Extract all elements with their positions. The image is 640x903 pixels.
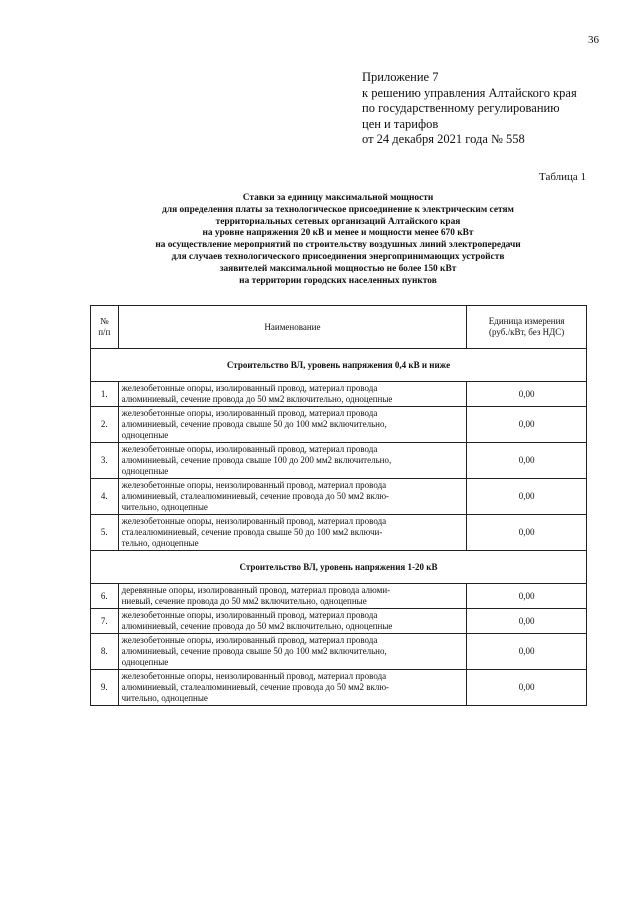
table-row — [91, 443, 587, 479]
heading-line: на осуществление мероприятий по строительству воздушных линий электропередачи — [155, 240, 521, 251]
heading-line: для определения платы за технологическое присоединение к электрическим сетям — [162, 204, 514, 215]
section-title: Строительство ВЛ, уровень напряжения 0,4 кВ и ниже — [91, 349, 587, 382]
row-value: 0,00 — [467, 479, 587, 515]
heading-line: для случаев технологического присоединения энергопринимающих устройств — [171, 251, 505, 262]
row-value: 0,00 — [467, 584, 587, 609]
row-number: 8. — [91, 634, 119, 670]
row-description: железобетонные опоры, изолированный провод, материал провода алюминиевый, сечение провода до 50 мм2 включительно, одноцепные — [118, 609, 467, 634]
section-row — [91, 551, 587, 584]
row-description: железобетонные опоры, изолированный провод, материал провода алюминиевый, сечение провода до 50 мм2 включительно, одноцепные — [118, 382, 467, 407]
rates-table — [90, 305, 587, 706]
row-number: 5. — [91, 515, 119, 551]
heading-line: на территории городских населенных пунктов — [239, 275, 437, 286]
table-row — [91, 584, 587, 609]
row-number: 4. — [91, 479, 119, 515]
row-description: железобетонные опоры, изолированный провод, материал провода алюминиевый, сечение провода свыше 50 до 100 мм2 включительно, одноцепные — [118, 407, 467, 443]
table-label: Таблица 1 — [539, 171, 587, 183]
appendix-line: от 24 декабря 2021 года № 558 — [362, 132, 525, 146]
appendix-line: цен и тарифов — [362, 116, 439, 131]
table-row — [91, 609, 587, 634]
row-value: 0,00 — [467, 407, 587, 443]
page-number: 36 — [588, 34, 599, 46]
row-description: железобетонные опоры, изолированный провод, материал провода алюминиевый, сечение провода свыше 50 до 100 мм2 включительно, одноцепные — [118, 634, 467, 670]
table-row — [91, 479, 587, 515]
row-value: 0,00 — [467, 670, 587, 706]
row-number: 3. — [91, 443, 119, 479]
row-value: 0,00 — [467, 382, 587, 407]
document-heading — [88, 193, 588, 287]
heading-line: территориальных сетевых организаций Алтайского края — [215, 216, 461, 227]
table-row — [91, 670, 587, 706]
section-row — [91, 349, 587, 382]
row-value: 0,00 — [467, 515, 587, 551]
row-number: 2. — [91, 407, 119, 443]
heading-line: на уровне напряжения 20 кВ и менее и мощности менее 670 кВт — [202, 228, 474, 239]
table-row — [91, 382, 587, 407]
row-description: железобетонные опоры, неизолированный провод, материал провода алюминиевый, сталеалюминиевый, сечение провода до 50 мм2 вклю- чительно, одноцепные — [118, 479, 467, 515]
appendix-line: Приложение 7 — [362, 70, 439, 84]
row-number: 1. — [91, 382, 119, 407]
table-row — [91, 407, 587, 443]
appendix-block — [362, 70, 577, 148]
appendix-line: к решению управления Алтайского края — [362, 85, 577, 100]
row-description: железобетонные опоры, неизолированный провод, материал провода алюминиевый, сталеалюминиевый, сечение провода до 50 мм2 вклю- чительно, одноцепные — [118, 670, 467, 706]
row-number: 6. — [91, 584, 119, 609]
section-title: Строительство ВЛ, уровень напряжения 1-20 кВ — [91, 551, 587, 584]
row-number: 7. — [91, 609, 119, 634]
row-value: 0,00 — [467, 443, 587, 479]
row-value: 0,00 — [467, 609, 587, 634]
heading-line: заявителей максимальной мощностью не более 150 кВт — [219, 263, 457, 274]
header-num: № п/п — [91, 306, 119, 349]
row-description: деревянные опоры, изолированный провод, материал провода алюми- ниевый, сечение провода до 50 мм2 включительно, одноцепные — [118, 584, 467, 609]
table-header-row — [91, 306, 587, 349]
table-row — [91, 515, 587, 551]
header-unit: Единица измерения (руб./кВт, без НДС) — [467, 306, 587, 349]
appendix-line: по государственному регулированию — [362, 101, 560, 115]
row-number: 9. — [91, 670, 119, 706]
row-value: 0,00 — [467, 634, 587, 670]
heading-line: Ставки за единицу максимальной мощности — [242, 193, 434, 203]
table-row — [91, 634, 587, 670]
row-description: железобетонные опоры, неизолированный провод, материал провода сталеалюминиевый, сечение провода свыше 50 до 100 мм2 включи- тельно, одноцепные — [118, 515, 467, 551]
row-description: железобетонные опоры, изолированный провод, материал провода алюминиевый, сечение провода свыше 100 до 200 мм2 включительно, одноцепные — [118, 443, 467, 479]
header-name: Наименование — [118, 306, 467, 349]
